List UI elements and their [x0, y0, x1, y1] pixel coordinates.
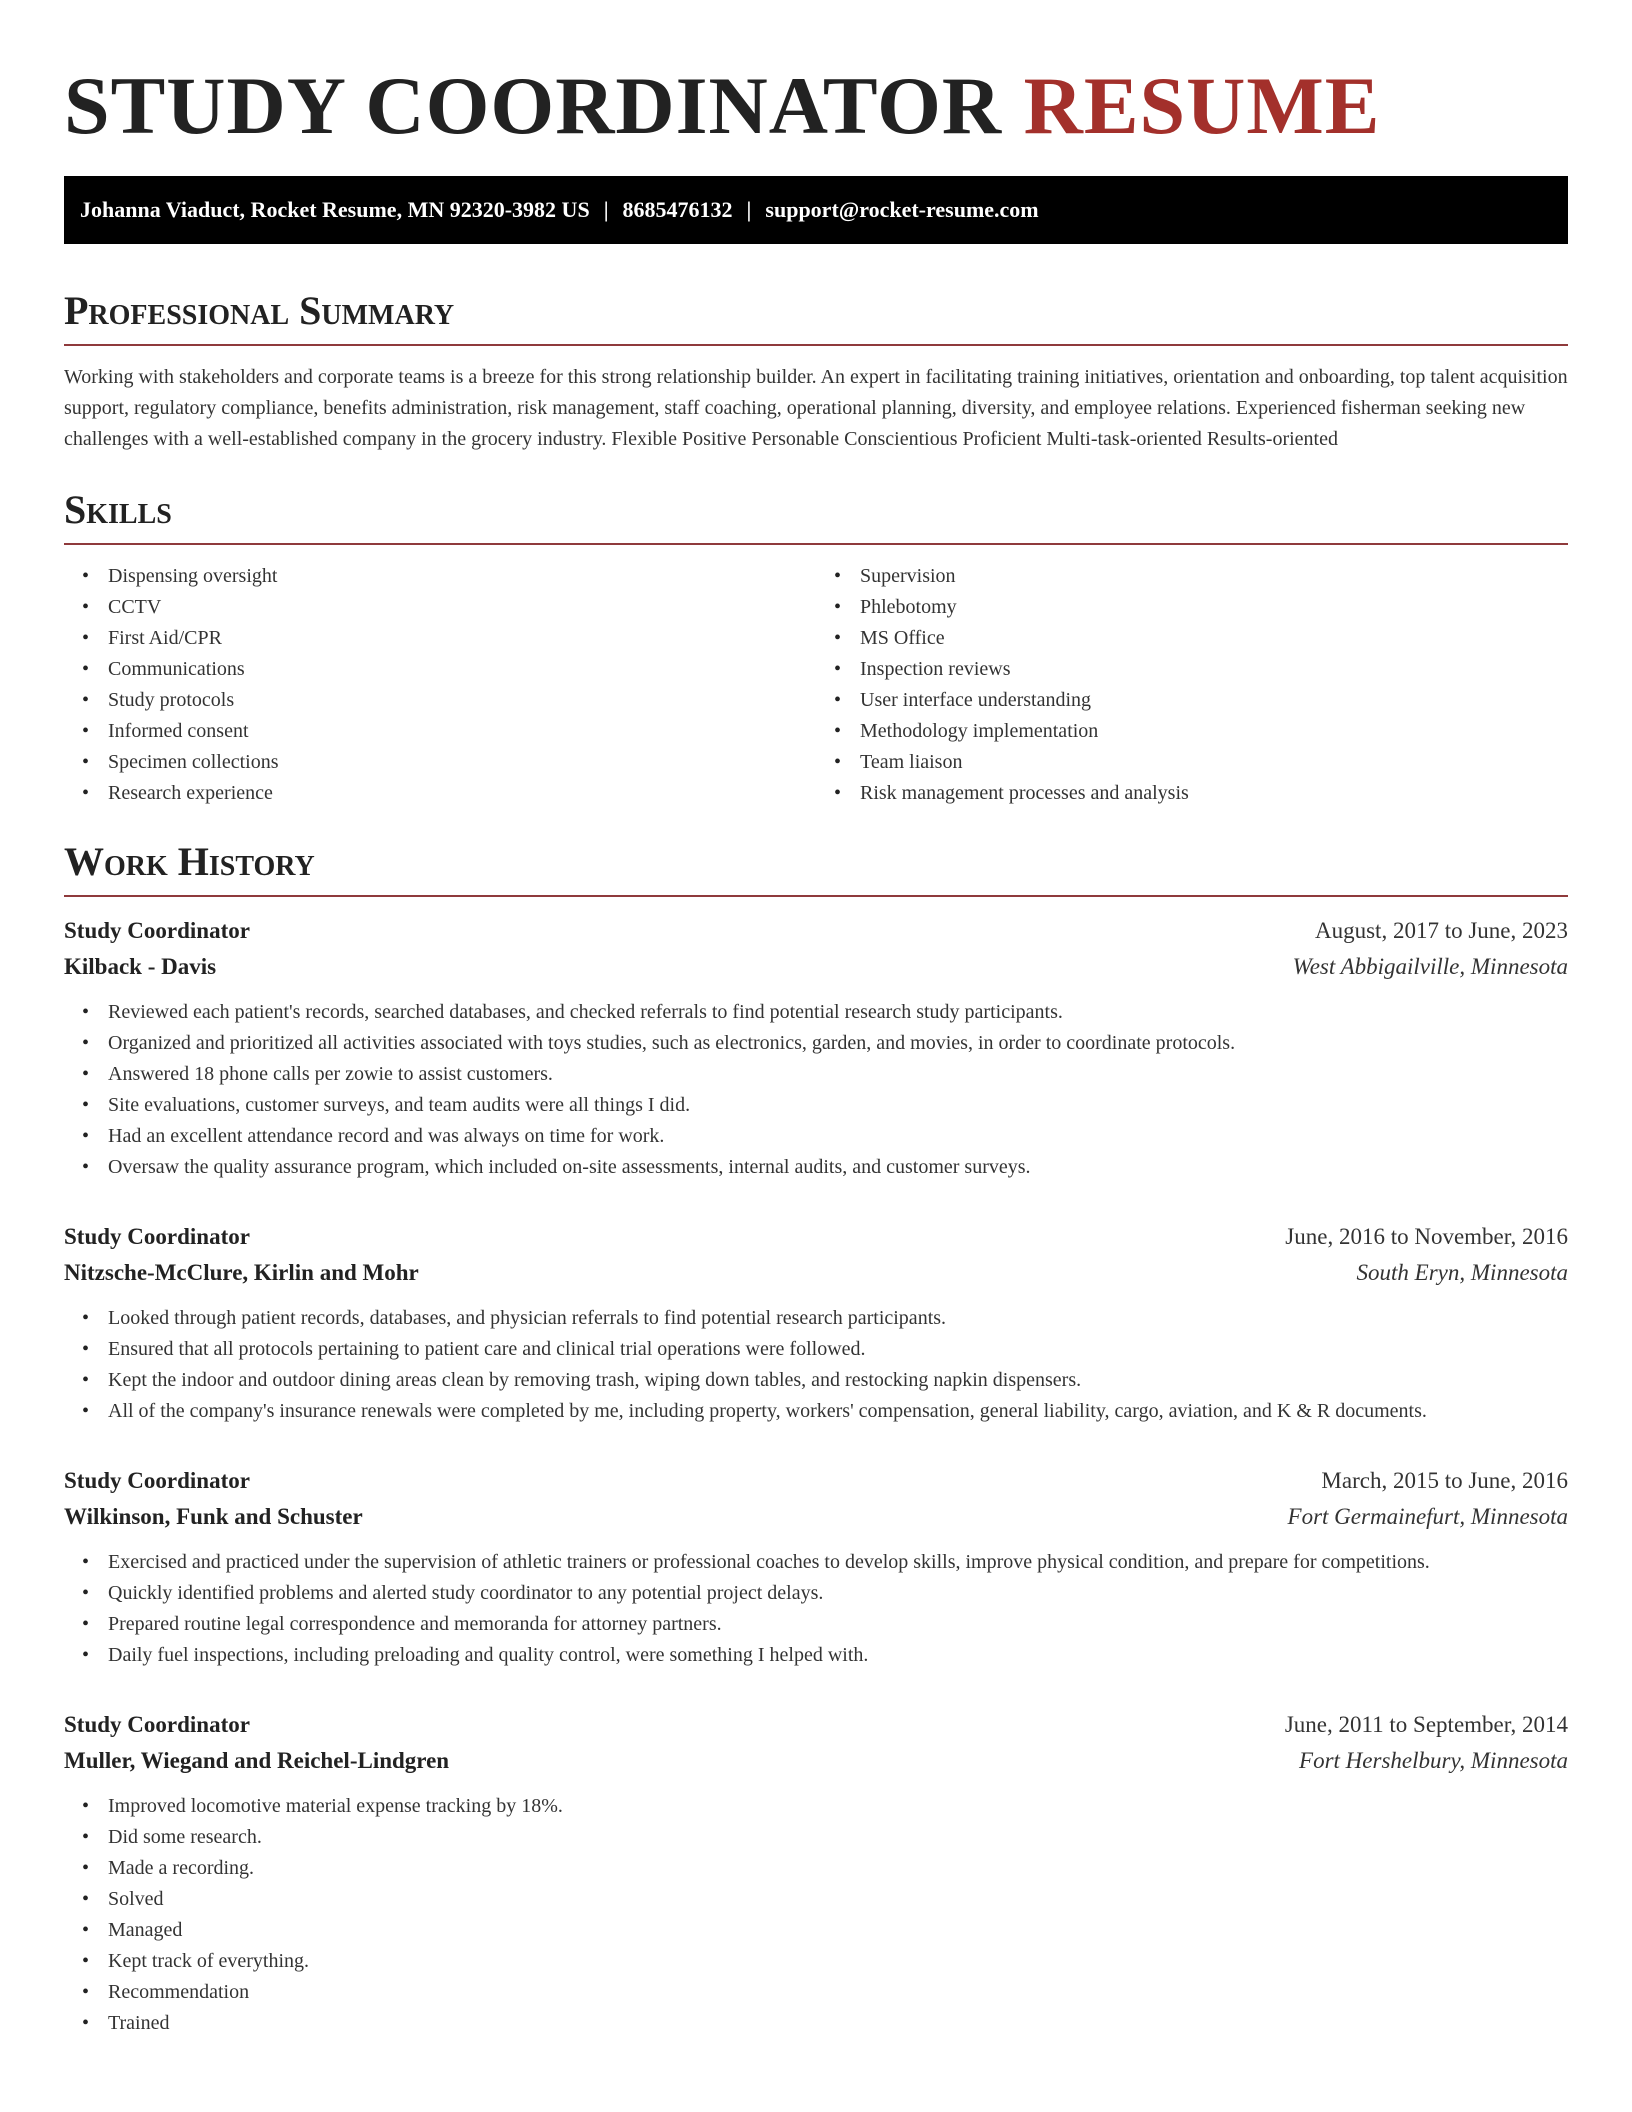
job-dates: August, 2017 to June, 2023 — [1315, 918, 1568, 943]
skill-item: • First Aid/CPR — [108, 623, 816, 654]
job-bullet: • Organized and prioritized all activities associated with toys studies, such as electronics, garden, and movies, in order to coordinate protocols. — [108, 1028, 1568, 1059]
job-bullet: • Exercised and practiced under the supervision of athletic trainers or professional coaches to develop skills, improve physical condition, and prepare for competitions. — [108, 1547, 1568, 1578]
job-location: West Abbigailville, Minnesota — [1292, 954, 1568, 979]
job-dates: March, 2015 to June, 2016 — [1321, 1468, 1568, 1493]
job-company-row — [64, 1255, 1568, 1291]
job-entry — [64, 1219, 1568, 1427]
job-bullet: • Made a recording. — [108, 1853, 1568, 1884]
contact-bar — [64, 176, 1568, 244]
job-title: Study Coordinator — [64, 1224, 250, 1249]
skills-grid — [64, 561, 1568, 809]
job-bullet: • Site evaluations, customer surveys, and team audits were all things I did. — [108, 1090, 1568, 1121]
skills-heading: Skills — [64, 485, 1568, 545]
job-title: Study Coordinator — [64, 1468, 250, 1493]
job-location: Fort Germainefurt, Minnesota — [1287, 1504, 1568, 1529]
job-bullet: • Had an excellent attendance record and was always on time for work. — [108, 1121, 1568, 1152]
contact-address: Johanna Viaduct, Rocket Resume, MN 92320-3982 US — [80, 197, 590, 222]
skill-item: • Specimen collections — [108, 747, 816, 778]
job-bullet: • Improved locomotive material expense tracking by 18%. — [108, 1791, 1568, 1822]
contact-phone: 8685476132 — [622, 197, 733, 222]
work-history-list — [64, 913, 1568, 2039]
job-company-row — [64, 1743, 1568, 1779]
job-bullet: • Solved — [108, 1884, 1568, 1915]
skill-item: • MS Office — [860, 623, 1568, 654]
skill-item: • Phlebotomy — [860, 592, 1568, 623]
job-company: Kilback - Davis — [64, 954, 217, 979]
job-bullets — [64, 1791, 1568, 2039]
work-history-heading: Work History — [64, 837, 1568, 897]
contact-separator: | — [746, 197, 752, 222]
job-bullet: • All of the company's insurance renewals were completed by me, including property, workers' compensation, general liability, cargo, aviation, and K & R documents. — [108, 1396, 1568, 1427]
job-title: Study Coordinator — [64, 918, 250, 943]
job-company-row — [64, 1499, 1568, 1535]
job-bullet: • Trained — [108, 2008, 1568, 2039]
job-bullet: • Recommendation — [108, 1977, 1568, 2008]
job-header-row — [64, 1707, 1568, 1743]
job-header-row — [64, 1463, 1568, 1499]
job-bullet: • Daily fuel inspections, including preloading and quality control, were something I helped with. — [108, 1640, 1568, 1671]
skill-item: • Informed consent — [108, 716, 816, 747]
skill-item: • User interface understanding — [860, 685, 1568, 716]
job-bullet: • Ensured that all protocols pertaining to patient care and clinical trial operations were followed. — [108, 1334, 1568, 1365]
skills-column-left — [64, 561, 816, 809]
title-main: STUDY COORDINATOR — [64, 60, 1003, 151]
job-bullet: • Looked through patient records, databases, and physician referrals to find potential research participants. — [108, 1303, 1568, 1334]
job-location: Fort Hershelbury, Minnesota — [1299, 1748, 1568, 1773]
job-bullet: • Managed — [108, 1915, 1568, 1946]
job-bullets — [64, 1547, 1568, 1671]
title-accent: RESUME — [1023, 60, 1381, 151]
job-bullet: • Answered 18 phone calls per zowie to assist customers. — [108, 1059, 1568, 1090]
summary-heading: Professional Summary — [64, 286, 1568, 346]
job-header-row — [64, 1219, 1568, 1255]
job-entry — [64, 1463, 1568, 1671]
job-bullets — [64, 1303, 1568, 1427]
job-header-row — [64, 913, 1568, 949]
job-bullet: • Reviewed each patient's records, searched databases, and checked referrals to find potential research study participants. — [108, 997, 1568, 1028]
contact-separator: | — [603, 197, 609, 222]
job-entry — [64, 1707, 1568, 2039]
skill-item: • Methodology implementation — [860, 716, 1568, 747]
job-entry — [64, 913, 1568, 1183]
job-bullets — [64, 997, 1568, 1183]
job-location: South Eryn, Minnesota — [1356, 1260, 1568, 1285]
job-bullet: • Quickly identified problems and alerted study coordinator to any potential project delays. — [108, 1578, 1568, 1609]
skill-item: • Study protocols — [108, 685, 816, 716]
skills-column-right — [816, 561, 1568, 809]
summary-text: Working with stakeholders and corporate teams is a breeze for this strong relationship builder. An expert in facilitating training initiatives, orientation and onboarding, top talent acquisition support, regulatory compliance, benefits administration, risk management, staff coaching, operational planning, diversity, and employee relations. Experienced fisherman seeking new challenges with a well-established company in the grocery industry. Flexible Positive Personable Conscientious Proficient Multi-task-oriented Results-oriented — [64, 366, 1568, 450]
skill-item: • Communications — [108, 654, 816, 685]
job-bullet: • Kept track of everything. — [108, 1946, 1568, 1977]
skill-item: • Dispensing oversight — [108, 561, 816, 592]
job-bullet: • Prepared routine legal correspondence and memoranda for attorney partners. — [108, 1609, 1568, 1640]
job-bullet: • Kept the indoor and outdoor dining areas clean by removing trash, wiping down tables, and restocking napkin dispensers. — [108, 1365, 1568, 1396]
job-title: Study Coordinator — [64, 1712, 250, 1737]
skill-item: • Supervision — [860, 561, 1568, 592]
skill-item: • Research experience — [108, 778, 816, 809]
skill-item: • CCTV — [108, 592, 816, 623]
job-dates: June, 2011 to September, 2014 — [1284, 1712, 1568, 1737]
skill-item: • Risk management processes and analysis — [860, 778, 1568, 809]
skill-item: • Inspection reviews — [860, 654, 1568, 685]
resume-page — [64, 0, 1568, 2039]
resume-title — [64, 0, 1568, 156]
contact-email: support@rocket-resume.com — [765, 197, 1039, 222]
job-bullet: • Oversaw the quality assurance program, which included on-site assessments, internal audits, and customer surveys. — [108, 1152, 1568, 1183]
skill-item: • Team liaison — [860, 747, 1568, 778]
job-company: Nitzsche-McClure, Kirlin and Mohr — [64, 1260, 419, 1285]
job-bullet: • Did some research. — [108, 1822, 1568, 1853]
job-company: Wilkinson, Funk and Schuster — [64, 1504, 363, 1529]
job-company: Muller, Wiegand and Reichel-Lindgren — [64, 1748, 450, 1773]
job-dates: June, 2016 to November, 2016 — [1285, 1224, 1568, 1249]
job-company-row — [64, 949, 1568, 985]
